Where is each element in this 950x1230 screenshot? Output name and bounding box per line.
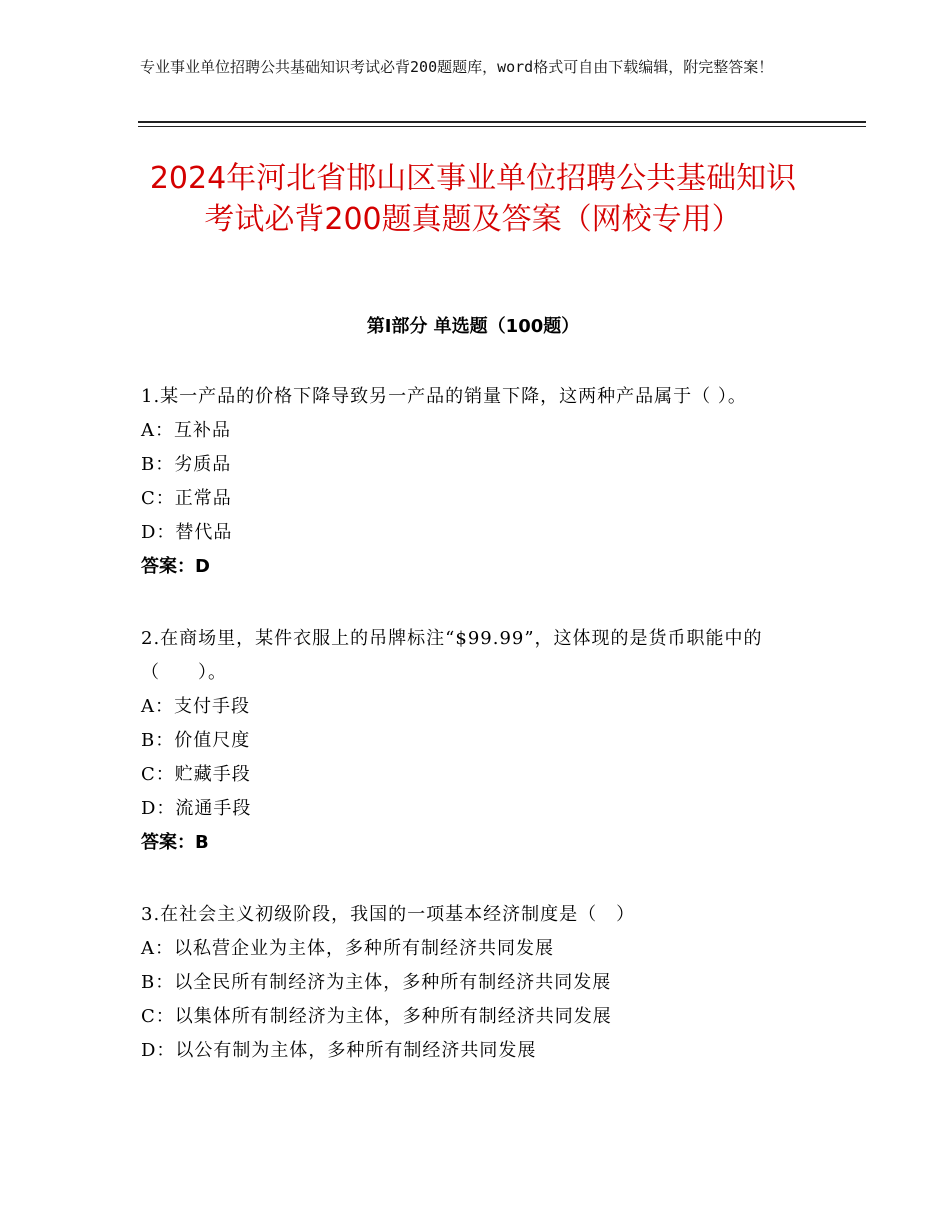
question-text: 1.某一产品的价格下降导致另一产品的销量下降，这两种产品属于（ ）。 [141, 386, 747, 407]
question-text: 3.在社会主义初级阶段，我国的一项基本经济制度是（ ） [141, 904, 636, 925]
question-3 [141, 898, 801, 1068]
section-heading: 第Ⅰ部分 单选题（100题） [366, 316, 580, 337]
question-1 [141, 380, 801, 584]
answer-label: 答案：D [141, 556, 210, 577]
answer-label: 答案：B [141, 832, 209, 853]
option-a: A：以私营企业为主体，多种所有制经济共同发展 [141, 938, 554, 959]
option-c: C：正常品 [141, 488, 232, 509]
question-2 [141, 622, 801, 860]
option-a: A：支付手段 [141, 696, 250, 717]
option-d: D：流通手段 [141, 798, 252, 819]
option-a: A：互补品 [141, 420, 231, 441]
option-c: C：以集体所有制经济为主体，多种所有制经济共同发展 [141, 1006, 612, 1027]
option-d: D：以公有制为主体，多种所有制经济共同发展 [141, 1040, 537, 1061]
option-b: B：以全民所有制经济为主体，多种所有制经济共同发展 [141, 972, 612, 993]
question-list [141, 380, 801, 1106]
header-divider-thick [138, 121, 866, 123]
option-b: B：价值尺度 [141, 730, 251, 751]
header-note: 专业事业单位招聘公共基础知识考试必背200题题库，word格式可自由下载编辑，附完整答案！ [140, 58, 774, 76]
question-text: 2.在商场里，某件衣服上的吊牌标注“$99.99”，这体现的是货币职能中的（ ）。 [141, 628, 763, 683]
document-title: 2024年河北省邯山区事业单位招聘公共基础知识考试必背200题真题及答案（网校专用） [149, 161, 797, 237]
option-b: B：劣质品 [141, 454, 232, 475]
header-divider-thin [138, 126, 866, 127]
option-c: C：贮藏手段 [141, 764, 251, 785]
option-d: D：替代品 [141, 522, 233, 543]
